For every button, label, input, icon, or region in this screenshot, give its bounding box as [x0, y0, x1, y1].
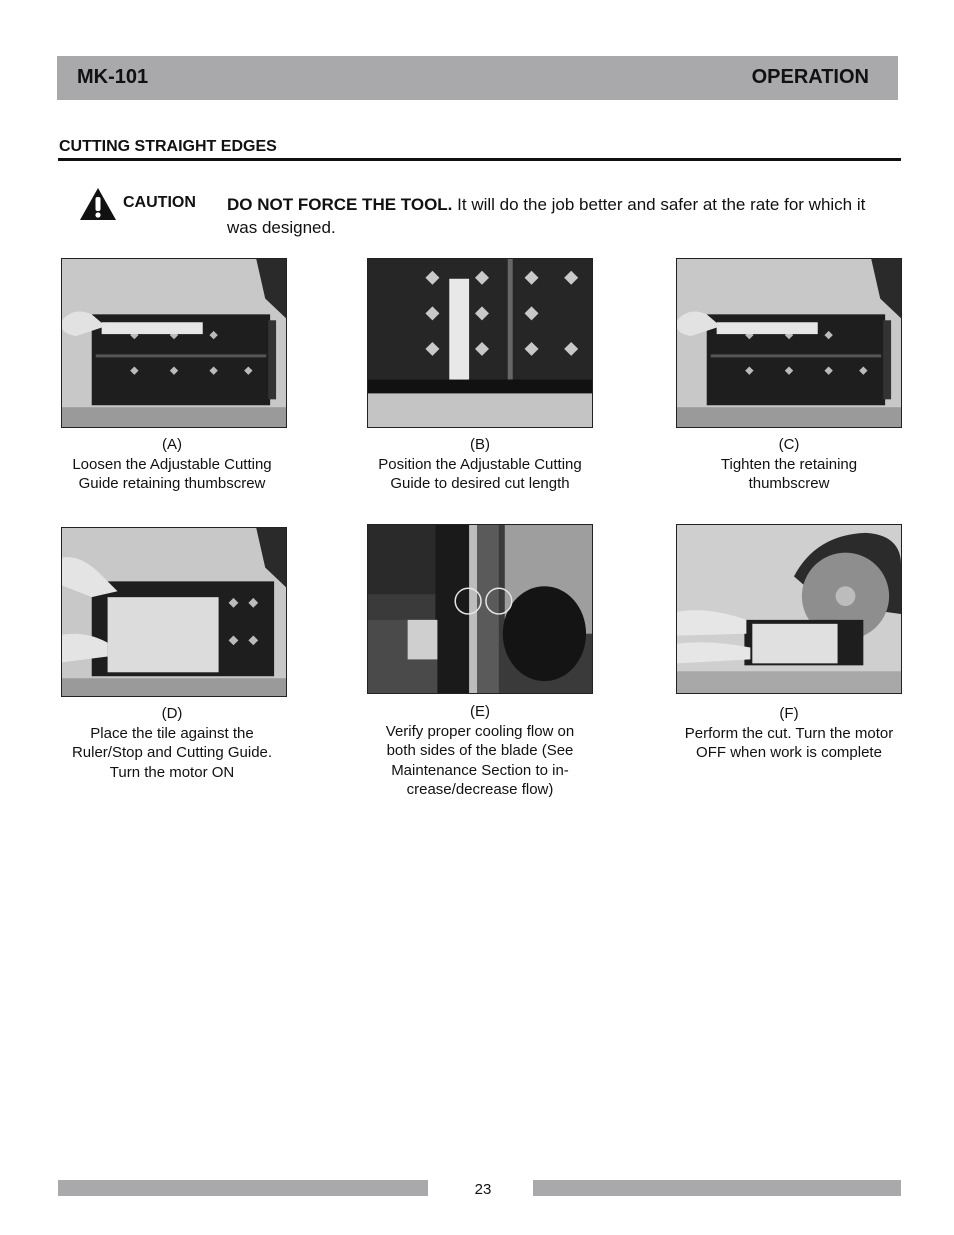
photo-step-d: [61, 527, 287, 697]
step-text-line: both sides of the blade (See: [386, 742, 574, 759]
step-letter: (A): [162, 436, 182, 453]
caption-step-a: [52, 435, 292, 494]
step-text-line: OFF when work is complete: [696, 744, 882, 761]
photo-step-c: [676, 258, 902, 428]
step-text-line: Place the tile against the: [90, 724, 254, 742]
step-text-line: Guide to desired cut length: [390, 475, 570, 492]
step-letter: (C): [778, 436, 800, 453]
caution-bold-text: DO NOT FORCE THE TOOL.: [227, 195, 453, 214]
step-letter: (E): [470, 703, 490, 720]
caution-text: [227, 193, 887, 239]
step-letter: (F): [779, 705, 799, 722]
caution-body-text: It will do the job better and safer at the rate for which it was designed.: [227, 195, 866, 237]
section-name: OPERATION: [751, 66, 869, 88]
caption-step-c: [669, 435, 909, 494]
step-text-line: Maintenance Section to in-: [391, 761, 569, 779]
caution-label: CAUTION: [123, 194, 196, 211]
step-text-line: Position the Adjustable Cutting: [378, 455, 582, 473]
step-text-line: Perform the cut. Turn the motor: [684, 724, 894, 742]
step-text-line: Ruler/Stop and Cutting Guide.: [71, 744, 273, 761]
photo-step-f: [676, 524, 902, 694]
step-text-line: Loosen the Adjustable Cutting: [72, 455, 272, 473]
step-text-line: Tighten the retaining: [720, 455, 858, 473]
caption-step-e: [360, 702, 600, 800]
page-number: 23: [474, 1181, 492, 1198]
step-letter: (B): [470, 436, 490, 453]
step-text-line: Guide retaining thumbscrew: [78, 475, 266, 492]
section-title: CUTTING STRAIGHT EDGES: [59, 138, 277, 155]
photo-step-a: [61, 258, 287, 428]
photo-step-b: [367, 258, 593, 428]
model-name: MK-101: [77, 66, 149, 88]
caption-step-d: [52, 704, 292, 782]
footer-bar-right: [533, 1180, 901, 1196]
header-bar: [57, 56, 898, 100]
caption-step-f: [669, 704, 909, 763]
photo-step-e: [367, 524, 593, 694]
footer-bar-left: [58, 1180, 428, 1196]
step-text-line: crease/decrease flow): [406, 781, 554, 798]
step-text-line: thumbscrew: [748, 475, 830, 492]
step-letter: (D): [161, 705, 183, 722]
section-divider: [58, 158, 901, 161]
warning-triangle-icon: [78, 186, 118, 222]
caption-step-b: [360, 435, 600, 494]
step-text-line: Turn the motor ON: [109, 763, 235, 781]
step-text-line: Verify proper cooling flow on: [385, 722, 575, 740]
